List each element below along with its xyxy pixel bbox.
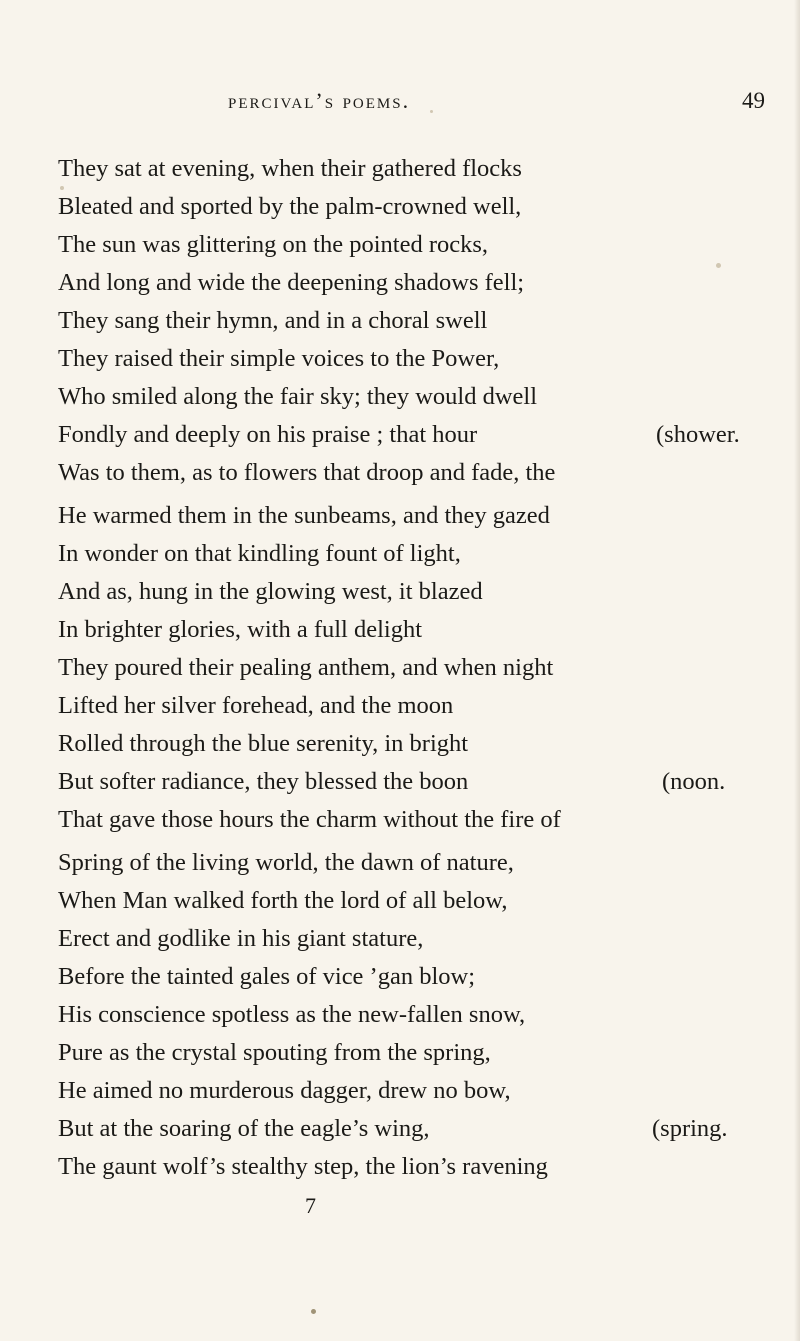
verse-text: The gaunt wolf’s stealthy step, the lion’s ravening	[58, 1153, 548, 1180]
turnover-word: (spring.	[652, 1115, 728, 1142]
verse-line	[0, 1072, 800, 1110]
verse-text: In wonder on that kindling fount of light,	[58, 540, 461, 567]
page-number: 49	[742, 88, 765, 113]
verse-text: They sang their hymn, and in a choral swell	[58, 307, 488, 334]
verse-line	[0, 882, 800, 920]
verse-text: He warmed them in the sunbeams, and they gazed	[58, 502, 550, 529]
paper-speck	[430, 110, 433, 113]
verse-line	[0, 573, 800, 611]
signature-mark: 7	[305, 1193, 316, 1218]
verse-text: Was to them, as to flowers that droop and fade, the	[58, 459, 556, 486]
verse-text: That gave those hours the charm without the fire of	[58, 806, 561, 833]
verse-line	[0, 801, 800, 839]
verse-text: Pure as the crystal spouting from the spring,	[58, 1039, 491, 1066]
verse-text: Who smiled along the fair sky; they would dwell	[58, 383, 538, 410]
verse-text: Erect and godlike in his giant stature,	[58, 925, 424, 952]
verse-line	[0, 340, 800, 378]
verse-text: His conscience spotless as the new-fallen snow,	[58, 1001, 526, 1028]
verse-line	[0, 920, 800, 958]
verse-text: But softer radiance, they blessed the boon	[58, 768, 469, 795]
verse-line	[0, 996, 800, 1034]
verse-text: And as, hung in the glowing west, it blazed	[58, 578, 483, 605]
verse-line	[0, 226, 800, 264]
paper-speck	[311, 1309, 316, 1314]
verse-line	[0, 1110, 800, 1148]
verse-line	[0, 416, 800, 454]
verse-line	[0, 611, 800, 649]
turnover-word: (shower.	[656, 421, 740, 448]
verse-text: In brighter glories, with a full delight	[58, 616, 423, 643]
verse-text: But at the soaring of the eagle’s wing,	[58, 1115, 430, 1142]
verse-line	[0, 150, 800, 188]
verse-line	[0, 378, 800, 416]
verse-text: They sat at evening, when their gathered flocks	[58, 155, 522, 182]
verse-text: Fondly and deeply on his praise ; that hour	[58, 421, 478, 448]
verse-line	[0, 497, 800, 535]
verse-line	[0, 649, 800, 687]
verse-text: Spring of the living world, the dawn of nature,	[58, 849, 514, 876]
running-title: percival’s poems.	[228, 88, 411, 113]
verse-text: He aimed no murderous dagger, drew no bow,	[58, 1077, 511, 1104]
paper-speck	[716, 263, 721, 268]
verse-line	[0, 844, 800, 882]
verse-text: The sun was glittering on the pointed rocks,	[58, 231, 489, 258]
verse-text: When Man walked forth the lord of all below,	[58, 887, 508, 914]
verse-line	[0, 535, 800, 573]
verse-line	[0, 725, 800, 763]
paper-speck	[60, 186, 64, 190]
verse-line	[0, 1034, 800, 1072]
verse-line	[0, 958, 800, 996]
verse-text: They raised their simple voices to the Power,	[58, 345, 500, 372]
verse-text: Lifted her silver forehead, and the moon	[58, 692, 454, 719]
verse-text: Rolled through the blue serenity, in bright	[58, 730, 469, 757]
verse-line	[0, 763, 800, 801]
verse-text: They poured their pealing anthem, and when night	[58, 654, 554, 681]
verse-line	[0, 687, 800, 725]
verse-line	[0, 454, 800, 492]
verse-text: Bleated and sported by the palm-crowned well,	[58, 193, 522, 220]
turnover-word: (noon.	[662, 768, 726, 795]
verse-line	[0, 302, 800, 340]
verse-text: Before the tainted gales of vice ’gan blow;	[58, 963, 476, 990]
verse-line	[0, 264, 800, 302]
verse-line	[0, 188, 800, 226]
verse-line	[0, 1148, 800, 1186]
verse-text: And long and wide the deepening shadows fell;	[58, 269, 525, 296]
running-header	[0, 88, 800, 124]
